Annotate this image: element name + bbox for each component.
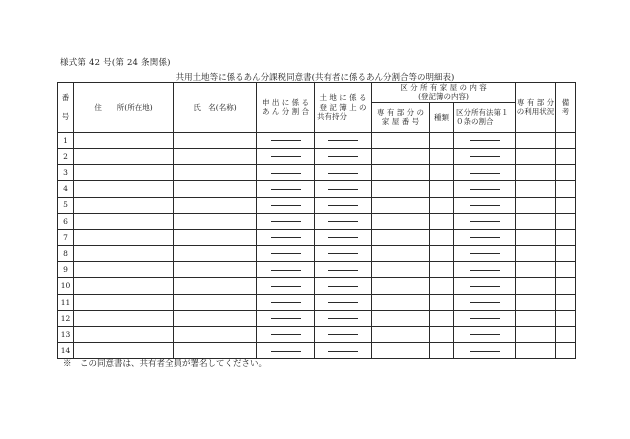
exclusive-use-cell: [516, 310, 556, 326]
table-row: [58, 229, 576, 245]
fraction-line: [470, 334, 500, 335]
registered-share-cell: [315, 262, 372, 278]
name-cell: [174, 310, 257, 326]
unit-kind-cell: [430, 262, 454, 278]
row-number: 12: [58, 310, 74, 326]
table-row: [58, 246, 576, 262]
row-number: 7: [58, 229, 74, 245]
name-cell: [174, 294, 257, 310]
remarks-header: 備 考: [556, 83, 576, 133]
unit-content-group-header: 区 分 所 有 家 屋 の 内 容 (登記簿の内容): [372, 83, 516, 103]
fraction-line: [470, 286, 500, 287]
registered-share-header: 土 地 に 係 る 登 記 簿 上 の 共有持分: [315, 83, 372, 133]
fraction-line: [470, 318, 500, 319]
requested-ratio-cell: [257, 197, 315, 213]
unit-ratio-cell: [454, 165, 516, 181]
registered-share-cell: [315, 310, 372, 326]
address-cell: [74, 246, 174, 262]
requested-ratio-cell: [257, 213, 315, 229]
unit-ratio-cell: [454, 278, 516, 294]
fraction-line: [470, 221, 500, 222]
exclusive-use-cell: [516, 262, 556, 278]
fraction-line: [271, 351, 301, 352]
name-header: 氏 名(名称): [174, 83, 257, 133]
unit-house-number-cell: [372, 165, 430, 181]
name-cell: [174, 213, 257, 229]
row-number: 8: [58, 246, 74, 262]
table-row: [58, 148, 576, 164]
unit-house-number-cell: [372, 310, 430, 326]
registered-share-cell: [315, 165, 372, 181]
fraction-line: [271, 286, 301, 287]
row-number: 2: [58, 148, 74, 164]
table-row: [58, 132, 576, 148]
requested-ratio-cell: [257, 278, 315, 294]
address-cell: [74, 278, 174, 294]
unit-ratio-cell: [454, 327, 516, 343]
table-row: [58, 310, 576, 326]
exclusive-use-cell: [516, 197, 556, 213]
remarks-cell: [556, 343, 576, 359]
name-cell: [174, 132, 257, 148]
unit-kind-cell: [430, 165, 454, 181]
form-number: 様式第 42 号(第 24 条関係): [60, 58, 171, 68]
requested-ratio-cell: [257, 165, 315, 181]
unit-kind-cell: [430, 278, 454, 294]
remarks-cell: [556, 327, 576, 343]
exclusive-use-cell: [516, 213, 556, 229]
address-cell: [74, 148, 174, 164]
unit-kind-cell: [430, 246, 454, 262]
signature-note: ※ この同意書は、共有者全員が署名してください。: [63, 359, 268, 369]
unit-house-number-cell: [372, 213, 430, 229]
exclusive-use-cell: [516, 229, 556, 245]
name-cell: [174, 148, 257, 164]
unit-ratio-cell: [454, 132, 516, 148]
address-cell: [74, 262, 174, 278]
row-number: 4: [58, 181, 74, 197]
table-body: [58, 132, 576, 359]
exclusive-use-cell: [516, 132, 556, 148]
registered-share-cell: [315, 343, 372, 359]
unit-kind-cell: [430, 310, 454, 326]
registered-share-cell: [315, 278, 372, 294]
exclusive-use-cell: [516, 278, 556, 294]
unit-kind-cell: [430, 343, 454, 359]
registered-share-cell: [315, 181, 372, 197]
fraction-line: [470, 270, 500, 271]
remarks-cell: [556, 213, 576, 229]
fraction-line: [470, 189, 500, 190]
fraction-line: [328, 334, 358, 335]
unit-kind-cell: [430, 213, 454, 229]
row-number: 13: [58, 327, 74, 343]
fraction-line: [271, 140, 301, 141]
registered-share-cell: [315, 197, 372, 213]
name-cell: [174, 278, 257, 294]
requested-ratio-cell: [257, 132, 315, 148]
address-cell: [74, 181, 174, 197]
fraction-line: [328, 351, 358, 352]
requested-ratio-cell: [257, 310, 315, 326]
row-number: 11: [58, 294, 74, 310]
row-number: 14: [58, 343, 74, 359]
name-cell: [174, 327, 257, 343]
remarks-cell: [556, 229, 576, 245]
row-number: 5: [58, 197, 74, 213]
consent-detail-table: [57, 82, 576, 359]
fraction-line: [271, 302, 301, 303]
requested-ratio-cell: [257, 181, 315, 197]
remarks-cell: [556, 132, 576, 148]
table-row: [58, 294, 576, 310]
unit-kind-header: 種類: [430, 102, 454, 132]
remarks-cell: [556, 181, 576, 197]
table-row: [58, 278, 576, 294]
name-cell: [174, 229, 257, 245]
number-header: 番 号: [58, 83, 74, 133]
unit-house-number-cell: [372, 343, 430, 359]
address-cell: [74, 197, 174, 213]
registered-share-cell: [315, 229, 372, 245]
row-number: 3: [58, 165, 74, 181]
fraction-line: [328, 173, 358, 174]
fraction-line: [271, 318, 301, 319]
fraction-line: [271, 237, 301, 238]
unit-house-number-cell: [372, 278, 430, 294]
requested-ratio-cell: [257, 148, 315, 164]
exclusive-use-cell: [516, 165, 556, 181]
address-header: 住 所(所在地): [74, 83, 174, 133]
unit-house-number-cell: [372, 229, 430, 245]
unit-kind-cell: [430, 148, 454, 164]
unit-house-number-cell: [372, 181, 430, 197]
unit-ratio-cell: [454, 197, 516, 213]
requested-ratio-header: 申 出 に 係 る あ ん 分 割 合: [257, 83, 315, 133]
fraction-line: [470, 253, 500, 254]
unit-ratio-cell: [454, 246, 516, 262]
exclusive-use-cell: [516, 343, 556, 359]
unit-house-number-cell: [372, 148, 430, 164]
fraction-line: [470, 173, 500, 174]
address-cell: [74, 327, 174, 343]
unit-kind-cell: [430, 197, 454, 213]
fraction-line: [328, 270, 358, 271]
row-number: 1: [58, 132, 74, 148]
fraction-line: [470, 302, 500, 303]
exclusive-use-header: 専 有 部 分 の利用状況: [516, 83, 556, 133]
remarks-cell: [556, 165, 576, 181]
address-cell: [74, 132, 174, 148]
fraction-line: [271, 173, 301, 174]
unit-ratio-cell: [454, 148, 516, 164]
fraction-line: [328, 253, 358, 254]
fraction-line: [271, 270, 301, 271]
address-cell: [74, 294, 174, 310]
name-cell: [174, 197, 257, 213]
exclusive-use-cell: [516, 148, 556, 164]
fraction-line: [271, 253, 301, 254]
unit-ratio-cell: [454, 294, 516, 310]
unit-house-number-cell: [372, 197, 430, 213]
remarks-cell: [556, 294, 576, 310]
name-cell: [174, 246, 257, 262]
fraction-line: [328, 286, 358, 287]
remarks-cell: [556, 310, 576, 326]
registered-share-cell: [315, 327, 372, 343]
unit-ratio-header: 区分所有法第１ ０条の割合: [454, 102, 516, 132]
requested-ratio-cell: [257, 327, 315, 343]
requested-ratio-cell: [257, 294, 315, 310]
fraction-line: [328, 237, 358, 238]
unit-house-number-header: 専 有 部 分 の 家 屋 番 号: [372, 102, 430, 132]
fraction-line: [271, 334, 301, 335]
fraction-line: [328, 189, 358, 190]
name-cell: [174, 181, 257, 197]
requested-ratio-cell: [257, 246, 315, 262]
remarks-cell: [556, 262, 576, 278]
address-cell: [74, 229, 174, 245]
name-cell: [174, 165, 257, 181]
fraction-line: [470, 156, 500, 157]
unit-ratio-cell: [454, 310, 516, 326]
table-row: [58, 327, 576, 343]
fraction-line: [470, 205, 500, 206]
exclusive-use-cell: [516, 181, 556, 197]
unit-kind-cell: [430, 181, 454, 197]
address-cell: [74, 165, 174, 181]
remarks-cell: [556, 246, 576, 262]
registered-share-cell: [315, 213, 372, 229]
remarks-cell: [556, 197, 576, 213]
form-title: 共用土地等に係るあん分課税同意書(共有者に係るあん分割合等の明細表): [175, 73, 455, 83]
unit-ratio-cell: [454, 181, 516, 197]
fraction-line: [271, 156, 301, 157]
table-row: [58, 165, 576, 181]
row-number: 9: [58, 262, 74, 278]
fraction-line: [271, 205, 301, 206]
unit-ratio-cell: [454, 262, 516, 278]
unit-house-number-cell: [372, 262, 430, 278]
row-number: 10: [58, 278, 74, 294]
unit-kind-cell: [430, 229, 454, 245]
requested-ratio-cell: [257, 229, 315, 245]
table-row: [58, 197, 576, 213]
remarks-cell: [556, 278, 576, 294]
fraction-line: [328, 302, 358, 303]
fraction-line: [328, 140, 358, 141]
unit-kind-cell: [430, 294, 454, 310]
registered-share-cell: [315, 246, 372, 262]
fraction-line: [271, 189, 301, 190]
unit-kind-cell: [430, 132, 454, 148]
registered-share-cell: [315, 132, 372, 148]
fraction-line: [328, 318, 358, 319]
address-cell: [74, 213, 174, 229]
registered-share-cell: [315, 294, 372, 310]
exclusive-use-cell: [516, 246, 556, 262]
remarks-cell: [556, 148, 576, 164]
fraction-line: [328, 221, 358, 222]
address-cell: [74, 310, 174, 326]
name-cell: [174, 262, 257, 278]
table-row: [58, 181, 576, 197]
fraction-line: [328, 156, 358, 157]
table-row: [58, 262, 576, 278]
fraction-line: [271, 221, 301, 222]
fraction-line: [470, 351, 500, 352]
fraction-line: [470, 140, 500, 141]
exclusive-use-cell: [516, 327, 556, 343]
exclusive-use-cell: [516, 294, 556, 310]
registered-share-cell: [315, 148, 372, 164]
unit-ratio-cell: [454, 343, 516, 359]
row-number: 6: [58, 213, 74, 229]
requested-ratio-cell: [257, 262, 315, 278]
unit-house-number-cell: [372, 327, 430, 343]
fraction-line: [328, 205, 358, 206]
unit-ratio-cell: [454, 213, 516, 229]
unit-house-number-cell: [372, 132, 430, 148]
unit-kind-cell: [430, 327, 454, 343]
table-row: [58, 213, 576, 229]
unit-house-number-cell: [372, 246, 430, 262]
unit-house-number-cell: [372, 294, 430, 310]
fraction-line: [470, 237, 500, 238]
unit-ratio-cell: [454, 229, 516, 245]
